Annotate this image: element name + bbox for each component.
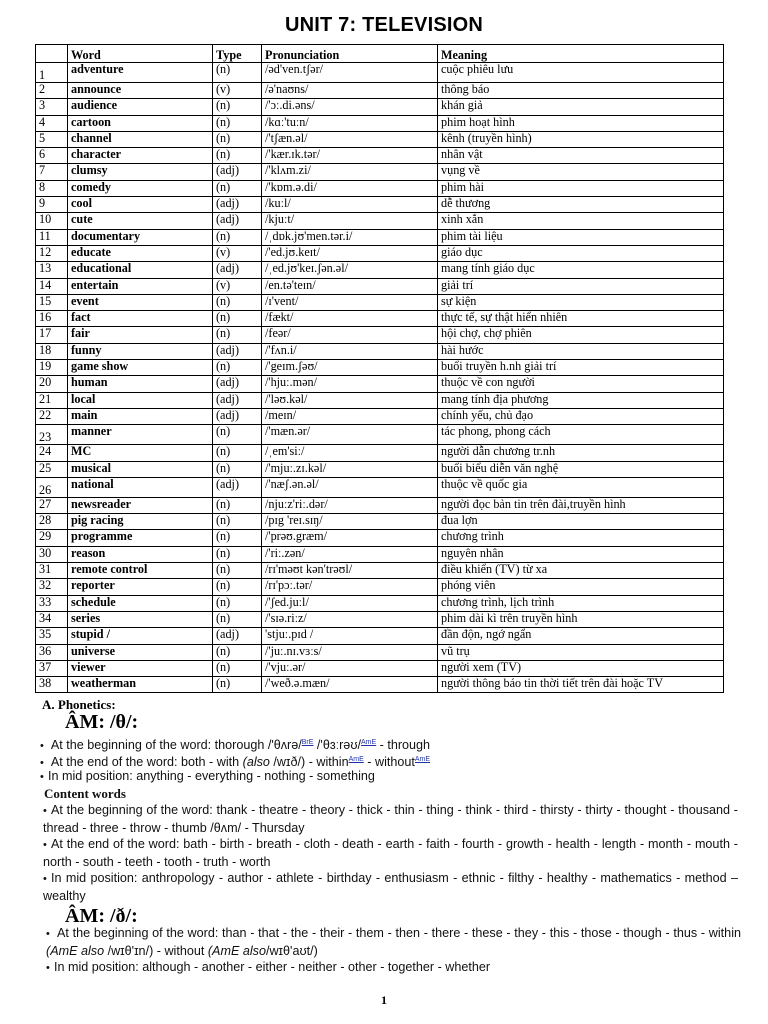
row-number: 23: [36, 425, 68, 445]
pronunciation-cell: /'næʃ.ən.əl/: [262, 477, 438, 497]
type-cell: (n): [213, 148, 262, 164]
pronunciation-cell: /rɪ'pɔː.tər/: [262, 579, 438, 595]
pronunciation-cell: /'kɒm.ə.di/: [262, 180, 438, 196]
word-cell: cool: [68, 197, 213, 213]
table-row: [36, 343, 724, 359]
pronunciation-cell: /ˌem'siː/: [262, 445, 438, 461]
theta-beginning-ame: /'θɜːrəʊ/: [313, 738, 361, 753]
meaning-cell: buổi truyền h.nh giải trí: [438, 360, 724, 376]
eth-without-pron: /wɪθ'aʊt/): [265, 944, 318, 958]
row-number: 19: [36, 360, 68, 376]
type-cell: (n): [213, 530, 262, 546]
row-number: 36: [36, 644, 68, 660]
meaning-cell: người đọc bản tin trên đài,truyền hình: [438, 497, 724, 513]
page-number: 1: [381, 993, 387, 1007]
pronunciation-cell: /rɪ'məʊt kən'trəʊl/: [262, 563, 438, 579]
page-title: UNIT 7: TELEVISION: [284, 14, 484, 36]
table-row: [36, 477, 724, 497]
pronunciation-cell: /'geɪm.ʃəʊ/: [262, 360, 438, 376]
eth-within-ame: (AmE also: [46, 944, 105, 958]
eth-beginning-text: At the beginning of the word: than - that - the - their - them - then - there - these - they - this - those - though - thus - within: [57, 926, 741, 940]
type-cell: (adj): [213, 213, 262, 229]
table-row: [36, 229, 724, 245]
pronunciation-cell: /əd'ven.tʃər/: [262, 63, 438, 83]
type-cell: (n): [213, 229, 262, 245]
content-mid-item: • In mid position: anthropology - author - athlete - birthday - enthusiasm - ethnic - filthy - healthy - mathematics - method – wealthy: [43, 870, 738, 905]
meaning-cell: giáo dục: [438, 245, 724, 261]
meaning-cell: buổi biểu diễn văn nghệ: [438, 461, 724, 477]
type-cell: (adj): [213, 343, 262, 359]
meaning-cell: hội chợ, chợ phiên: [438, 327, 724, 343]
table-row: [36, 360, 724, 376]
type-cell: (adj): [213, 408, 262, 424]
type-cell: (n): [213, 99, 262, 115]
word-cell: remote control: [68, 563, 213, 579]
sound-theta-heading: ÂM: /θ/:: [65, 711, 139, 733]
type-cell: (adj): [213, 376, 262, 392]
row-number: 1: [36, 63, 68, 83]
header-type: Type: [213, 45, 262, 63]
type-cell: (n): [213, 644, 262, 660]
pronunciation-cell: /kɑː'tuːn/: [262, 115, 438, 131]
row-number: 31: [36, 563, 68, 579]
row-number: 33: [36, 595, 68, 611]
table-row: [36, 445, 724, 461]
meaning-cell: phim dài kì trên truyền hình: [438, 611, 724, 627]
table-row: [36, 245, 724, 261]
eth-mid-item: • In mid position: although - another - either - neither - other - together - whether: [46, 959, 490, 977]
row-number: 10: [36, 213, 68, 229]
header-no: [36, 45, 68, 63]
table-row: [36, 611, 724, 627]
table-row: [36, 148, 724, 164]
row-number: 38: [36, 677, 68, 693]
meaning-cell: người xem (TV): [438, 660, 724, 676]
meaning-cell: thuộc về quốc gia: [438, 477, 724, 497]
type-cell: (n): [213, 294, 262, 310]
row-number: 4: [36, 115, 68, 131]
word-cell: newsreader: [68, 497, 213, 513]
eth-beginning-item: [46, 925, 741, 960]
pronunciation-cell: /'tʃæn.əl/: [262, 131, 438, 147]
type-cell: (v): [213, 245, 262, 261]
meaning-cell: mang tính địa phương: [438, 392, 724, 408]
theta-end-without: - without: [363, 755, 415, 770]
pronunciation-cell: /'weð.ə.mæn/: [262, 677, 438, 693]
pronunciation-cell: /njuːz'riː.dər/: [262, 497, 438, 513]
word-cell: adventure: [68, 63, 213, 83]
row-number: 13: [36, 262, 68, 278]
meaning-cell: thực tế, sự thật hiển nhiên: [438, 311, 724, 327]
row-number: 34: [36, 611, 68, 627]
row-number: 18: [36, 343, 68, 359]
table-row: [36, 115, 724, 131]
type-cell: (n): [213, 611, 262, 627]
meaning-cell: giải trí: [438, 278, 724, 294]
table-row: [36, 546, 724, 562]
row-number: 15: [36, 294, 68, 310]
table-row: [36, 278, 724, 294]
meaning-cell: mang tính giáo dục: [438, 262, 724, 278]
type-cell: (n): [213, 497, 262, 513]
meaning-cell: điều khiển (TV) từ xa: [438, 563, 724, 579]
meaning-cell: xinh xắn: [438, 213, 724, 229]
row-number: 7: [36, 164, 68, 180]
type-cell: (adj): [213, 197, 262, 213]
table-row: [36, 461, 724, 477]
table-row: [36, 644, 724, 660]
pronunciation-cell: /'prəʊ.græm/: [262, 530, 438, 546]
row-number: 28: [36, 514, 68, 530]
meaning-cell: tác phong, phong cách: [438, 425, 724, 445]
word-cell: fact: [68, 311, 213, 327]
table-row: [36, 131, 724, 147]
table-row: [36, 530, 724, 546]
meaning-cell: nguyên nhân: [438, 546, 724, 562]
table-row: [36, 63, 724, 83]
row-number: 14: [36, 278, 68, 294]
row-number: 6: [36, 148, 68, 164]
meaning-cell: người dẫn chương tr.nh: [438, 445, 724, 461]
word-cell: musical: [68, 461, 213, 477]
meaning-cell: chương trình: [438, 530, 724, 546]
pronunciation-cell: /fækt/: [262, 311, 438, 327]
word-cell: channel: [68, 131, 213, 147]
word-cell: educational: [68, 262, 213, 278]
table-row: [36, 514, 724, 530]
word-cell: human: [68, 376, 213, 392]
type-cell: (adj): [213, 477, 262, 497]
pronunciation-cell: /ɪ'vent/: [262, 294, 438, 310]
pronunciation-cell: /'ed.jʊ.keɪt/: [262, 245, 438, 261]
type-cell: (v): [213, 83, 262, 99]
table-row: [36, 595, 724, 611]
table-row: [36, 294, 724, 310]
row-number: 37: [36, 660, 68, 676]
meaning-cell: đần độn, ngớ ngẩn: [438, 628, 724, 644]
pronunciation-cell: /'mjuː.zɪ.kəl/: [262, 461, 438, 477]
table-row: [36, 563, 724, 579]
table-row: [36, 327, 724, 343]
meaning-cell: chính yếu, chủ đạo: [438, 408, 724, 424]
pronunciation-cell: /'ləʊ.kəl/: [262, 392, 438, 408]
table-row: [36, 99, 724, 115]
theta-beginning-through: - through: [376, 738, 431, 753]
word-cell: viewer: [68, 660, 213, 676]
table-header-row: [36, 45, 724, 63]
without-ame-link[interactable]: AmE: [414, 756, 431, 763]
word-cell: reporter: [68, 579, 213, 595]
type-cell: (v): [213, 278, 262, 294]
phonetics-heading: A. Phonetics:: [42, 697, 116, 712]
row-number: 2: [36, 83, 68, 99]
word-cell: announce: [68, 83, 213, 99]
meaning-cell: phim hoạt hình: [438, 115, 724, 131]
word-cell: universe: [68, 644, 213, 660]
word-cell: pig racing: [68, 514, 213, 530]
pronunciation-cell: 'stjuː.pɪd /: [262, 628, 438, 644]
word-cell: funny: [68, 343, 213, 359]
word-cell: fair: [68, 327, 213, 343]
table-row: [36, 579, 724, 595]
meaning-cell: hài hước: [438, 343, 724, 359]
theta-end-within: /wɪð/) - within: [269, 755, 349, 770]
table-row: [36, 408, 724, 424]
meaning-cell: cuộc phiêu lưu: [438, 63, 724, 83]
row-number: 32: [36, 579, 68, 595]
meaning-cell: người thông báo tin thời tiết trên đài hoặc TV: [438, 677, 724, 693]
theta-end-text: At the end of the word: both - with: [50, 755, 243, 770]
table-row: [36, 83, 724, 99]
meaning-cell: sự kiện: [438, 294, 724, 310]
word-cell: weatherman: [68, 677, 213, 693]
pronunciation-cell: /'klʌm.zi/: [262, 164, 438, 180]
pronunciation-cell: /'vjuː.ər/: [262, 660, 438, 676]
type-cell: (n): [213, 131, 262, 147]
row-number: 8: [36, 180, 68, 196]
word-cell: national: [68, 477, 213, 497]
pronunciation-cell: /'fʌn.i/: [262, 343, 438, 359]
type-cell: (n): [213, 546, 262, 562]
content-beginning-item: • At the beginning of the word: thank - theatre - theory - thick - thin - thing - think - third - thirsty - thirty - thought - thousand - thread - three - throw - thumb /θʌm/ - Thursday: [43, 802, 738, 837]
content-end-item: • At the end of the word: bath - birth - breath - cloth - death - earth - faith - fourth - growth - health - length - month - mouth - north - south - teeth - tooth - truth - worth: [43, 836, 738, 871]
theta-mid-item: • In mid position: anything - everything - nothing - something: [40, 768, 375, 786]
type-cell: (n): [213, 311, 262, 327]
header-word: Word: [68, 45, 213, 63]
type-cell: (n): [213, 445, 262, 461]
row-number: 16: [36, 311, 68, 327]
table-row: [36, 660, 724, 676]
word-cell: game show: [68, 360, 213, 376]
row-number: 21: [36, 392, 68, 408]
eth-within-pron: /wɪθ'ɪn/) - without: [104, 944, 208, 958]
sound-eth-heading: ÂM: /ð/:: [65, 905, 138, 927]
bre-link[interactable]: BrE: [301, 739, 314, 746]
meaning-cell: dễ thương: [438, 197, 724, 213]
pronunciation-cell: /'ʃed.juːl/: [262, 595, 438, 611]
word-cell: entertain: [68, 278, 213, 294]
meaning-cell: nhân vật: [438, 148, 724, 164]
word-cell: local: [68, 392, 213, 408]
row-number: 26: [36, 477, 68, 497]
row-number: 12: [36, 245, 68, 261]
meaning-cell: thông báo: [438, 83, 724, 99]
pronunciation-cell: /ə'naʊns/: [262, 83, 438, 99]
type-cell: (n): [213, 425, 262, 445]
pronunciation-cell: /'mæn.ər/: [262, 425, 438, 445]
row-number: 17: [36, 327, 68, 343]
row-number: 30: [36, 546, 68, 562]
word-cell: documentary: [68, 229, 213, 245]
row-number: 20: [36, 376, 68, 392]
word-cell: manner: [68, 425, 213, 445]
table-row: [36, 628, 724, 644]
type-cell: (adj): [213, 262, 262, 278]
table-row: [36, 376, 724, 392]
meaning-cell: vụng về: [438, 164, 724, 180]
type-cell: (n): [213, 514, 262, 530]
pronunciation-cell: /'ɔː.di.əns/: [262, 99, 438, 115]
pronunciation-cell: /kjuːt/: [262, 213, 438, 229]
table-row: [36, 311, 724, 327]
table-row: [36, 164, 724, 180]
row-number: 11: [36, 229, 68, 245]
type-cell: (n): [213, 677, 262, 693]
table-row: [36, 497, 724, 513]
word-cell: main: [68, 408, 213, 424]
type-cell: (n): [213, 327, 262, 343]
type-cell: (n): [213, 579, 262, 595]
ame-link[interactable]: AmE: [360, 739, 377, 746]
meaning-cell: phóng viên: [438, 579, 724, 595]
type-cell: (n): [213, 180, 262, 196]
pronunciation-cell: /'riː.zən/: [262, 546, 438, 562]
type-cell: (n): [213, 595, 262, 611]
meaning-cell: kênh (truyền hình): [438, 131, 724, 147]
row-number: 5: [36, 131, 68, 147]
vocabulary-table: [35, 44, 724, 693]
meaning-cell: vũ trụ: [438, 644, 724, 660]
meaning-cell: đua lợn: [438, 514, 724, 530]
meaning-cell: phim hài: [438, 180, 724, 196]
type-cell: (n): [213, 563, 262, 579]
table-row: [36, 392, 724, 408]
pronunciation-cell: /en.tə'teɪn/: [262, 278, 438, 294]
pronunciation-cell: /'kær.ɪk.tər/: [262, 148, 438, 164]
pronunciation-cell: /feər/: [262, 327, 438, 343]
word-cell: programme: [68, 530, 213, 546]
table-row: [36, 677, 724, 693]
word-cell: audience: [68, 99, 213, 115]
pronunciation-cell: /'hjuː.mən/: [262, 376, 438, 392]
word-cell: cute: [68, 213, 213, 229]
type-cell: (adj): [213, 392, 262, 408]
table-row: [36, 425, 724, 445]
pronunciation-cell: /ˌed.jʊ'keɪ.ʃən.əl/: [262, 262, 438, 278]
pronunciation-cell: /'sɪə.riːz/: [262, 611, 438, 627]
theta-beginning-text: At the beginning of the word: thorough /'θʌrə/: [50, 738, 302, 753]
word-cell: stupid /: [68, 628, 213, 644]
row-number: 27: [36, 497, 68, 513]
row-number: 3: [36, 99, 68, 115]
meaning-cell: khán giả: [438, 99, 724, 115]
word-cell: MC: [68, 445, 213, 461]
pronunciation-cell: /meɪn/: [262, 408, 438, 424]
table-body: [36, 63, 724, 693]
word-cell: reason: [68, 546, 213, 562]
type-cell: (n): [213, 115, 262, 131]
word-cell: series: [68, 611, 213, 627]
type-cell: (adj): [213, 164, 262, 180]
type-cell: (n): [213, 360, 262, 376]
meaning-cell: thuộc về con người: [438, 376, 724, 392]
word-cell: educate: [68, 245, 213, 261]
word-cell: event: [68, 294, 213, 310]
pronunciation-cell: /pɪg 'reɪ.sɪŋ/: [262, 514, 438, 530]
header-pronunciation: Pronunciation: [262, 45, 438, 63]
word-cell: cartoon: [68, 115, 213, 131]
word-cell: character: [68, 148, 213, 164]
pronunciation-cell: /'juː.nɪ.vɜːs/: [262, 644, 438, 660]
meaning-cell: chương trình, lịch trình: [438, 595, 724, 611]
pronunciation-cell: /ˌdɒk.jʊ'men.tər.i/: [262, 229, 438, 245]
table-row: [36, 262, 724, 278]
type-cell: (n): [213, 461, 262, 477]
row-number: 22: [36, 408, 68, 424]
word-cell: clumsy: [68, 164, 213, 180]
table-row: [36, 213, 724, 229]
theta-end-also: (also: [242, 755, 270, 770]
row-number: 25: [36, 461, 68, 477]
content-words-heading: Content words: [44, 786, 126, 801]
table-row: [36, 180, 724, 196]
row-number: 29: [36, 530, 68, 546]
word-cell: comedy: [68, 180, 213, 196]
type-cell: (adj): [213, 628, 262, 644]
pronunciation-cell: /kuːl/: [262, 197, 438, 213]
within-ame-link[interactable]: AmE: [348, 756, 364, 763]
row-number: 9: [36, 197, 68, 213]
eth-without-ame: (AmE also: [207, 944, 266, 958]
word-cell: schedule: [68, 595, 213, 611]
type-cell: (n): [213, 63, 262, 83]
row-number: 24: [36, 445, 68, 461]
header-meaning: Meaning: [438, 45, 724, 63]
type-cell: (n): [213, 660, 262, 676]
row-number: 35: [36, 628, 68, 644]
meaning-cell: phim tài liệu: [438, 229, 724, 245]
table-row: [36, 197, 724, 213]
